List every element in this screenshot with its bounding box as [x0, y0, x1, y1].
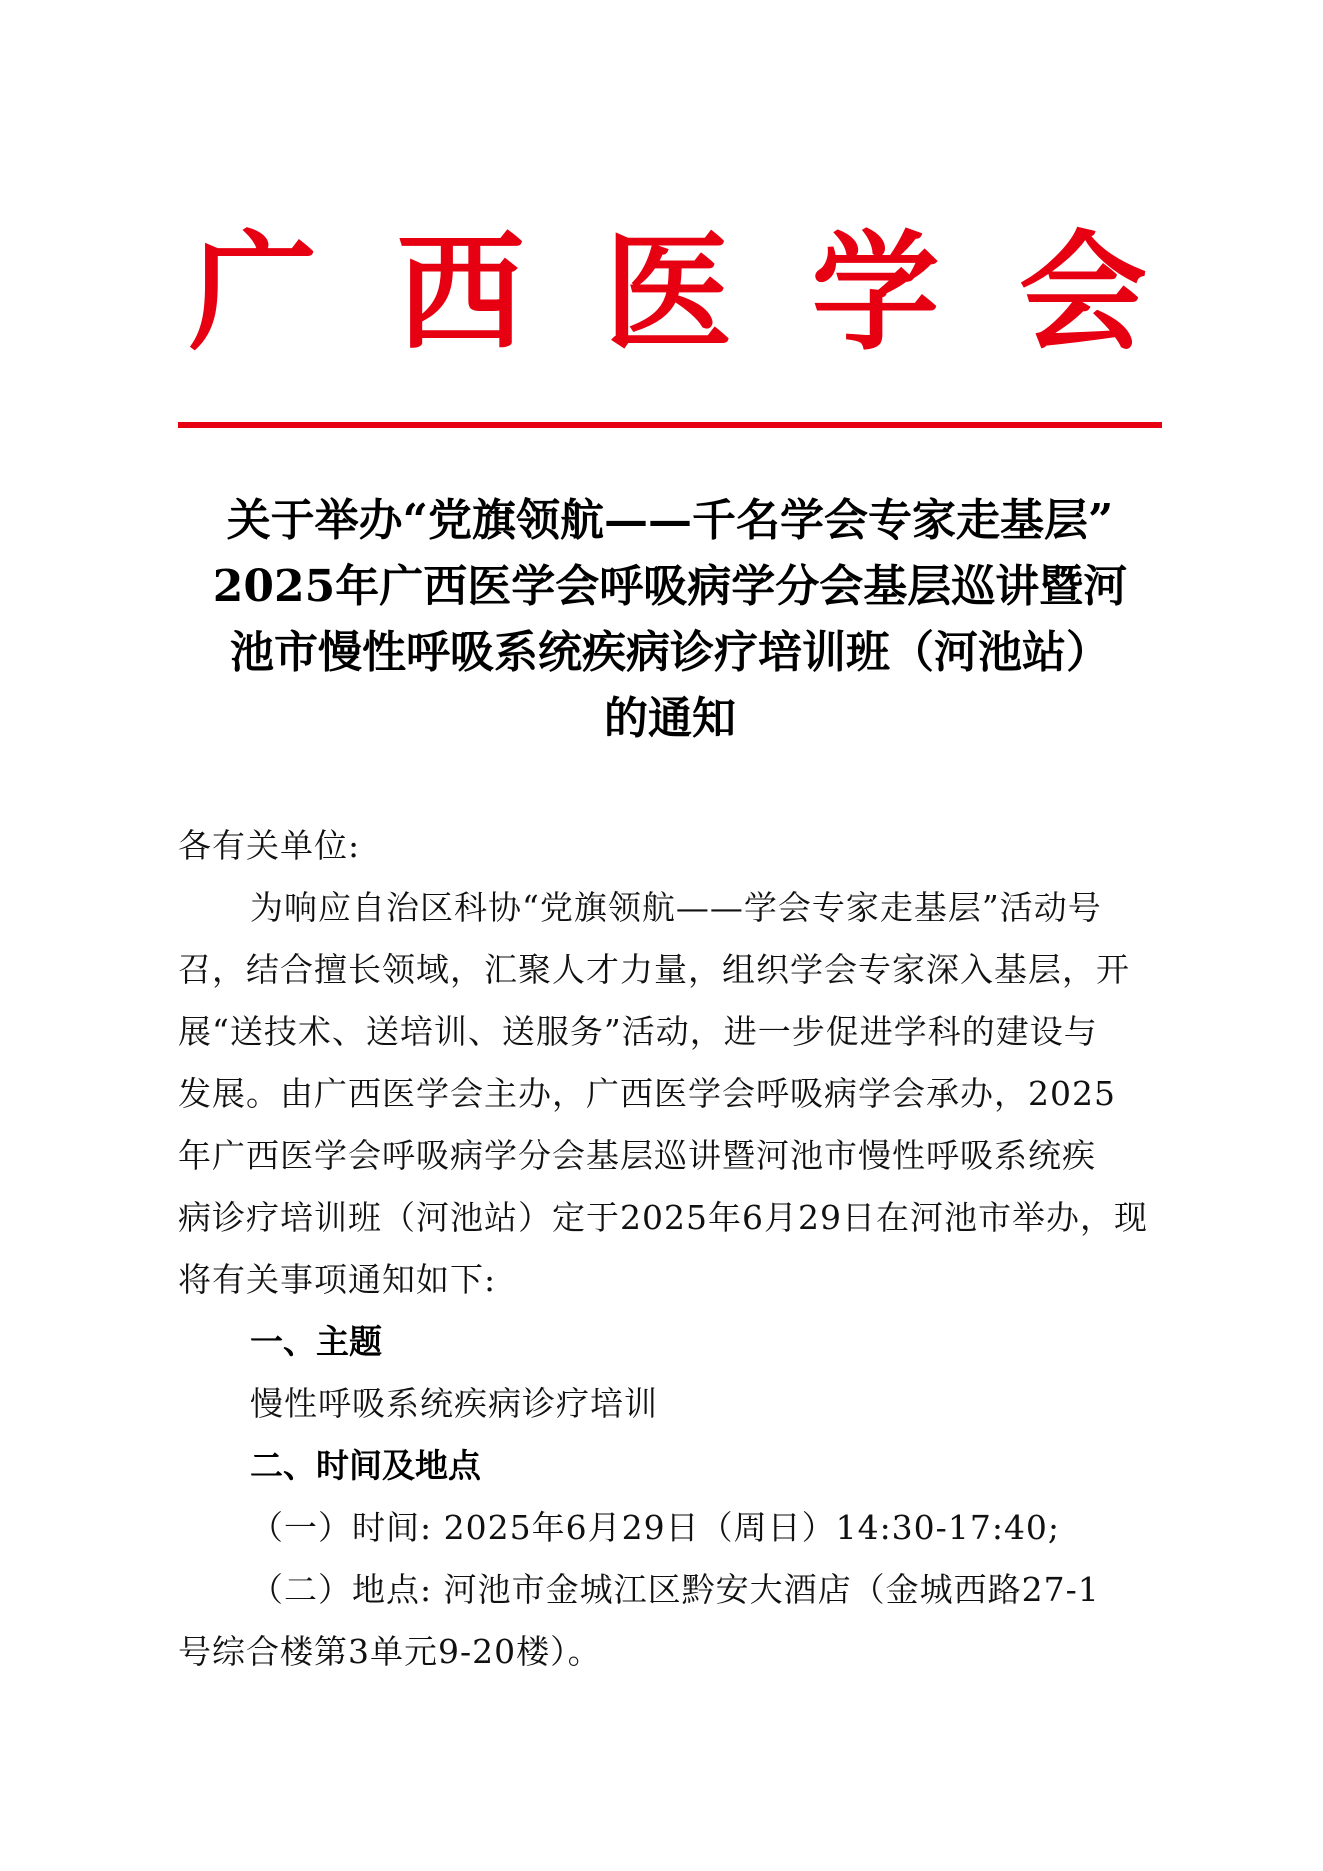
- paragraph-line: 年广西医学会呼吸病学分会基层巡讲暨河池市慢性呼吸系统疾: [178, 1136, 1096, 1175]
- time-line: （一）时间: 2025年6月29日（周日）14:30-17:40;: [250, 1508, 1061, 1547]
- paragraph-line: 展“送技术、送培训、送服务”活动，进一步促进学科的建设与: [178, 1012, 1098, 1051]
- letterhead-char: 广: [188, 218, 317, 368]
- letterhead-title: [178, 218, 1158, 368]
- section-heading-topic: 一、主题: [250, 1322, 382, 1361]
- title-line: 关于举办“党旗领航——千名学会专家走基层”: [226, 495, 1114, 546]
- section-heading-time-place: 二、时间及地点: [250, 1446, 481, 1485]
- letterhead-char: 会: [1018, 218, 1147, 368]
- paragraph-line: 召，结合擅长领域，汇聚人才力量，组织学会专家深入基层，开: [178, 950, 1130, 989]
- document-title: [178, 488, 1162, 752]
- salutation: 各有关单位:: [178, 826, 361, 865]
- title-line: 2025年广西医学会呼吸病学分会基层巡讲暨河: [212, 561, 1128, 612]
- letterhead-divider: [178, 422, 1162, 428]
- letterhead-char: 学: [811, 218, 940, 368]
- title-line: 池市慢性呼吸系统疾病诊疗培训班（河池站）: [230, 627, 1110, 678]
- place-line: （二）地点: 河池市金城江区黔安大酒店（金城西路27-1: [250, 1570, 1100, 1609]
- paragraph-line: 为响应自治区科协“党旗领航——学会专家走基层”活动号: [250, 888, 1102, 927]
- paragraph-line: 病诊疗培训班（河池站）定于2025年6月29日在河池市举办，现: [178, 1198, 1148, 1237]
- letterhead-char: 西: [396, 218, 525, 368]
- place-line-continued: 号综合楼第3单元9-20楼）。: [178, 1632, 602, 1671]
- paragraph-line: 将有关事项通知如下:: [178, 1260, 497, 1299]
- title-line: 的通知: [604, 693, 736, 744]
- paragraph-line: 发展。由广西医学会主办，广西医学会呼吸病学会承办，2025: [178, 1074, 1116, 1113]
- letterhead-char: 医: [603, 218, 732, 368]
- topic-text: 慢性呼吸系统疾病诊疗培训: [250, 1384, 658, 1423]
